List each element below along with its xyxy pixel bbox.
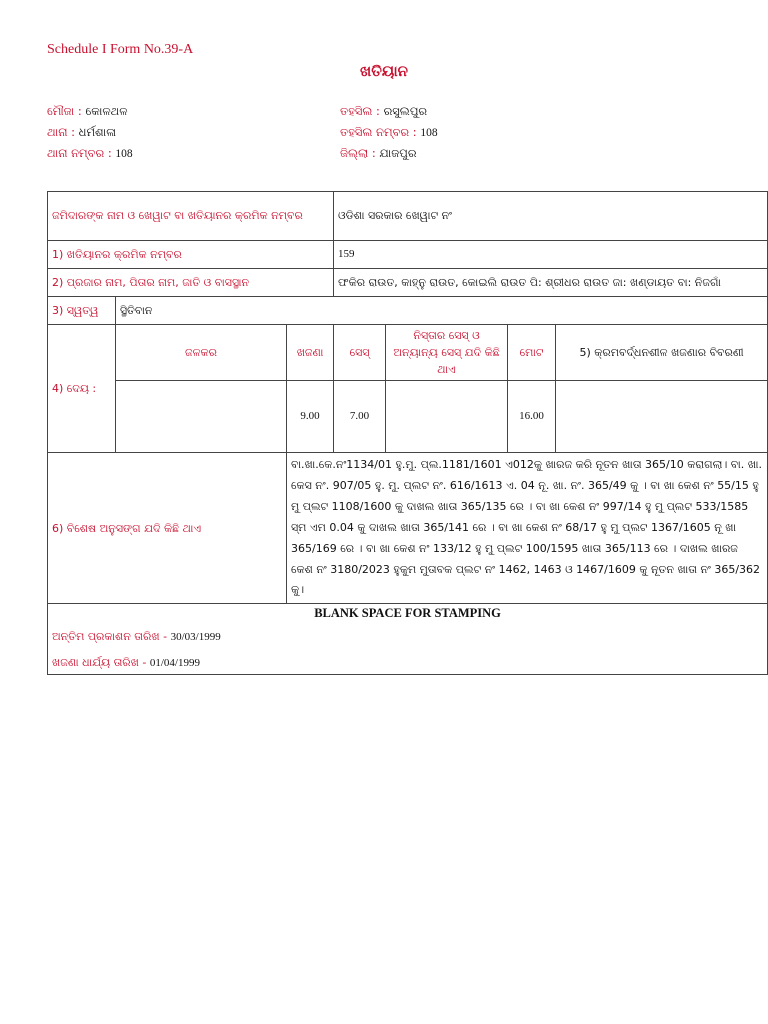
final-publication-label: ଅନ୍ତିମ ପ୍ରକାଶନ ତାରିଖ -: [52, 629, 168, 643]
serial-value: 159: [334, 241, 768, 269]
stamp-row: [48, 604, 768, 674]
serial-label: 1) ଖତିୟାନର କ୍ରମିକ ନମ୍ବର: [48, 241, 334, 269]
owner-label: ଜମିଦାରଙ୍କ ନାମ ଓ ଖେୱାଟ ବା ଖତିୟାନର କ୍ରମିକ ନମ୍ବର: [48, 192, 334, 241]
dues-values-row: [48, 381, 768, 453]
tahasil-label: ତହସିଲ :: [340, 104, 380, 118]
status-label: 3) ସ୍ୱତ୍ୱ: [48, 297, 116, 325]
stamp-area: [48, 604, 768, 674]
rent-fixation-date: 01/04/1999: [149, 656, 200, 669]
special-notes: ବା.ଖା.କେ.ନଂ1134/01 ହୁ.ମୁ. ପ୍ଲ.1181/1601 ଏ012କୁ ଖାରଜ କରି ନୂତନ ଖାତା 365/10 କରାଗଲା। ବା. ଖା. କେସ ନଂ. 907/05 ହୁ. ମୁ. ପ୍ଲଟ ନଂ. 616/1613 ଏ. 04 ନୂ. ଖା. ନଂ. 365/49 କୁ । ବା ଖା କେଶ ନଂ 55/15 ହୁ ମୁ ପ୍ଲଟ 1108/1600 କୁ ଦାଖଲ ଖାତା 365/135 ରେ । ବା ଖା କେଶ ନଂ 997/14 ହୁ ମୁ ପ୍ଲଟ 533/1585 ସ୍ମ ଏମ 0.04 କୁ ଦାଖଲ ଖାତା 365/141 ରେ । ବା ଖା କେଶ ନଂ 68/17 ହୁ ମୁ ପ୍ଲଟ 1367/1605 ନୂ ଖା 365/169 ରେ । ବା ଖା କେଶ ନଂ 133/12 ହୁ ମୁ ପ୍ଲଟ 100/1595 ଖାତା 365/113 ରେ । ଦାଖଲ ଖାରଜ କେଶ ନଂ 3180/2023 ହୁକୁମ ମୁତାବକ ପ୍ଲଟ ନଂ 1462, 1463 ଓ 1467/1609 କୁ ନୂତନ ଖାତା ନଂ 365/362 କୁ।: [287, 453, 768, 604]
dues-header-total: ମୋଟ: [508, 325, 556, 381]
rent-fixation-label: ଖଜଣା ଧାର୍ଯ୍ୟ ତାରିଖ -: [52, 655, 147, 669]
document-title: ଖତିୟାନ: [359, 62, 409, 80]
dues-header-cess: ସେସ୍: [334, 325, 386, 381]
mouza-label: ମୌଜା :: [47, 104, 82, 118]
special-label: 6) ବିଶେଷ ଅନୁସଙ୍ଗ ଯଦି କିଛି ଥାଏ: [48, 453, 287, 604]
tahasil-value: ରସୁଲପୁର: [383, 104, 428, 118]
thana-field: [47, 125, 116, 140]
rent-fixation-line: [52, 654, 763, 672]
stamp-title: BLANK SPACE FOR STAMPING: [314, 606, 501, 621]
dues-value-other-cess: [386, 381, 508, 453]
mouza-field: [47, 104, 128, 119]
dues-label: 4) ଦେୟ :: [48, 325, 116, 453]
dues-header-row: [48, 325, 768, 381]
tahasil-no-field: [340, 125, 438, 140]
owner-value: ଓଡିଶା ସରକାର ଖେୱାଟ ନଂ: [334, 192, 768, 241]
final-publication-line: [52, 628, 763, 646]
status-row: [48, 297, 768, 325]
tahasil-no-value: 108: [420, 127, 438, 139]
dues-value-jalkar: [116, 381, 287, 453]
district-label: ଜିଲ୍ଲା :: [340, 146, 376, 160]
dues-value-khajana: 9.00: [287, 381, 334, 453]
tahasil-field: [340, 104, 427, 119]
thana-no-field: [47, 146, 133, 161]
final-publication-date: 30/03/1999: [170, 630, 221, 643]
dues-value-cess: 7.00: [334, 381, 386, 453]
thana-no-label: ଥାନା ନମ୍ବର :: [47, 146, 112, 160]
thana-value: ଧର୍ମଶାଳା: [78, 125, 116, 139]
special-row: [48, 453, 768, 604]
dues-header-other-cess: ନିସ୍ତାର ସେସ୍ ଓ ଅନ୍ୟାନ୍ୟ ସେସ୍ ଯଦି କିଛି ଥାଏ: [386, 325, 508, 381]
tenant-row: [48, 269, 768, 297]
tenant-label: 2) ପ୍ରଜାର ନାମ, ପିତାର ନାମ, ଜାତି ଓ ବାସସ୍ଥାନ: [48, 269, 334, 297]
dues-header-progressive: 5) କ୍ରମବର୍ଦ୍ଧନଶୀଳ ଖଜଣାର ବିବରଣୀ: [556, 325, 768, 381]
thana-label: ଥାନା :: [47, 125, 75, 139]
tenant-value: ଫକିର ରାଉତ, କାହ୍ନୁ ରାଉତ, କୋଇଲି ରାଉତ ପି: ଶ୍ରୀଧର ରାଉତ ଜା: ଖଣ୍ଡାୟତ ବା: ନିଜଗାଁ: [334, 269, 768, 297]
thana-no-value: 108: [115, 148, 133, 160]
dues-value-progressive: [556, 381, 768, 453]
mouza-value: କୋଳଥଳ: [85, 104, 128, 118]
serial-row: [48, 241, 768, 269]
khatiyan-table: [47, 191, 768, 675]
tahasil-no-label: ତହସିଲ ନମ୍ବର :: [340, 125, 417, 139]
dues-header-khajana: ଖଜଣା: [287, 325, 334, 381]
form-number: Schedule I Form No.39-A: [47, 42, 194, 57]
owner-row: [48, 192, 768, 241]
district-field: [340, 146, 417, 161]
status-value: ସ୍ଥିତିବାନ: [116, 297, 768, 325]
district-value: ଯାଜପୁର: [379, 146, 417, 160]
dues-value-total: 16.00: [508, 381, 556, 453]
dues-header-jalkar: ଜଳକର: [116, 325, 287, 381]
